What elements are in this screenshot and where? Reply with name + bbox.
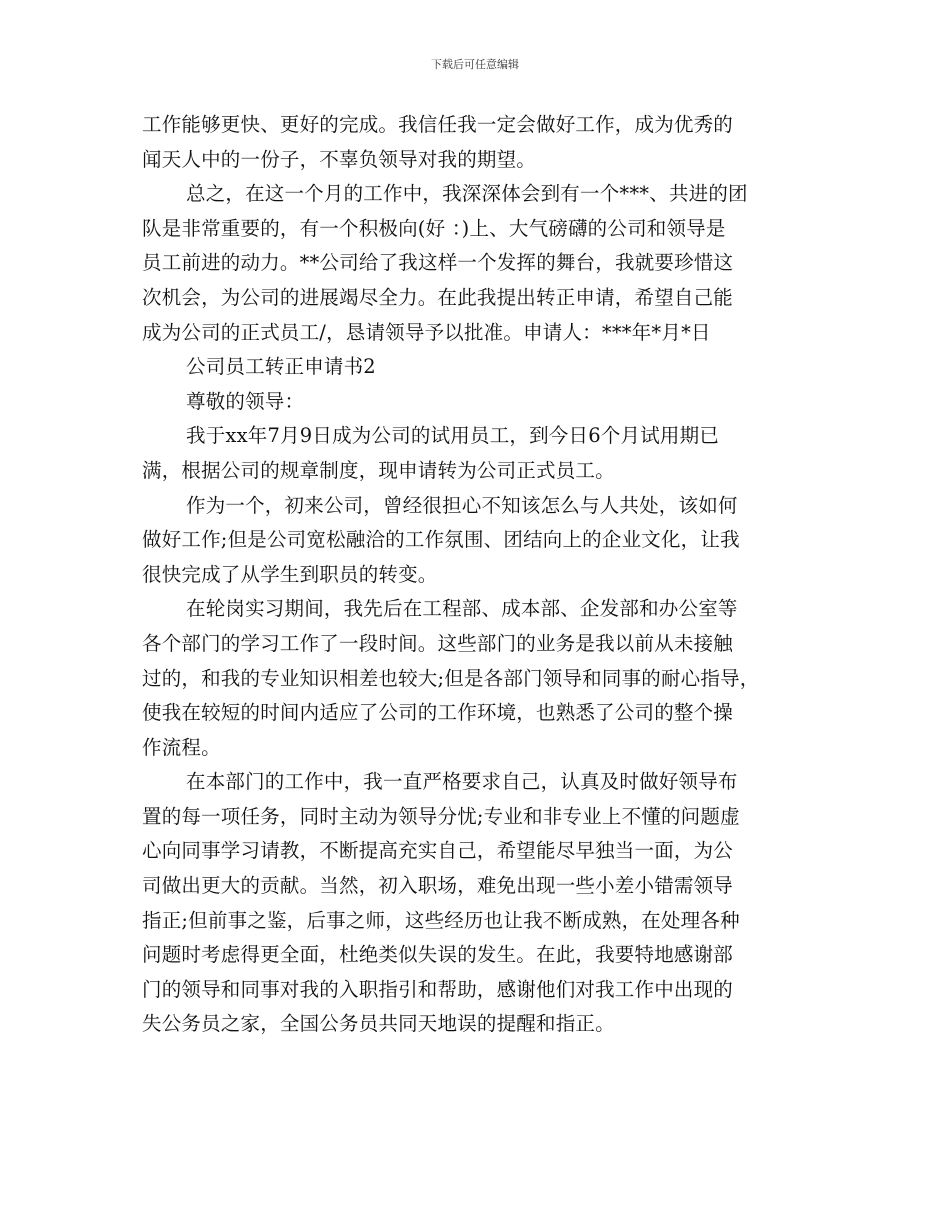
text-line: 门的领导和同事对我的入职指引和帮助，感谢他们对我工作中出现的 [142,977,734,1001]
text-line: 公司员工转正申请书2 [186,355,376,379]
text-line: 做好工作;但是公司宽松融洽的工作氛围、团结向上的企业文化，让我 [142,528,740,552]
text-line: 置的每一项任务，同时主动为领导分忧;专业和非专业上不懂的问题虚 [142,804,740,828]
text-line: 司做出更大的贡献。当然，初入职场，难免出现一些小差小错需领导 [142,874,734,898]
text-line: 很快完成了从学生到职员的转变。 [142,562,438,586]
text-line: 员工前进的动力。**公司给了我这样一个发挥的舞台，我就要珍惜这 [142,251,734,275]
text-line: 过的，和我的专业知识相差也较大;但是各部门领导和同事的耐心指导， [142,666,760,690]
text-line: 作为一个，初来公司，曾经很担心不知该怎么与人共处，该如何 [186,493,738,517]
text-line: 工作能够更快、更好的完成。我信任我一定会做好工作，成为优秀的 [142,113,734,136]
text-line: 在本部门的工作中，我一直严格要求自己，认真及时做好领导布 [186,770,738,794]
text-line: 我于xx年7月9日成为公司的试用员工，到今日6个月试用期已 [186,424,720,448]
text-line: 指正;但前事之鉴，后事之师，这些经历也让我不断成熟，在处理各种 [142,908,740,932]
text-line: 各个部门的学习工作了一段时间。这些部门的业务是我以前从未接触 [142,631,734,655]
text-line: 尊敬的领导： [186,389,305,413]
text-line: 在轮岗实习期间，我先后在工程部、成本部、企发部和办公室等 [186,597,738,621]
text-line: 次机会，为公司的进展竭尽全力。在此我提出转正申请，希望自己能 [142,285,734,309]
text-line: 闻天人中的一份子，不辜负领导对我的期望。 [142,147,537,171]
text-line: 失公务员之家，全国公务员共同天地误的提醒和指正。 [142,1012,615,1036]
text-line: 成为公司的正式员工/，恳请领导予以批准。申请人：***年*月*日 [142,320,711,344]
text-line: 问题时考虑得更全面，杜绝类似失误的发生。在此，我要特地感谢部 [142,943,734,967]
text-line: 作流程。 [142,735,221,759]
text-line: 使我在较短的时间内适应了公司的工作环境，也熟悉了公司的整个操 [142,701,734,725]
text-line: 队是非常重要的，有一个积极向(好 ：)上、大气磅礴的公司和领导是 [142,216,726,240]
text-line: 满，根据公司的规章制度，现申请转为公司正式员工。 [142,458,615,482]
text-line: 总之，在这一个月的工作中，我深深体会到有一个***、共进的团 [186,182,748,206]
header-note: 下载后可任意编辑 [431,58,519,71]
text-line: 心向同事学习请教，不断提高充实自己，希望能尽早独当一面，为公 [142,839,734,863]
body-text [142,108,822,1042]
